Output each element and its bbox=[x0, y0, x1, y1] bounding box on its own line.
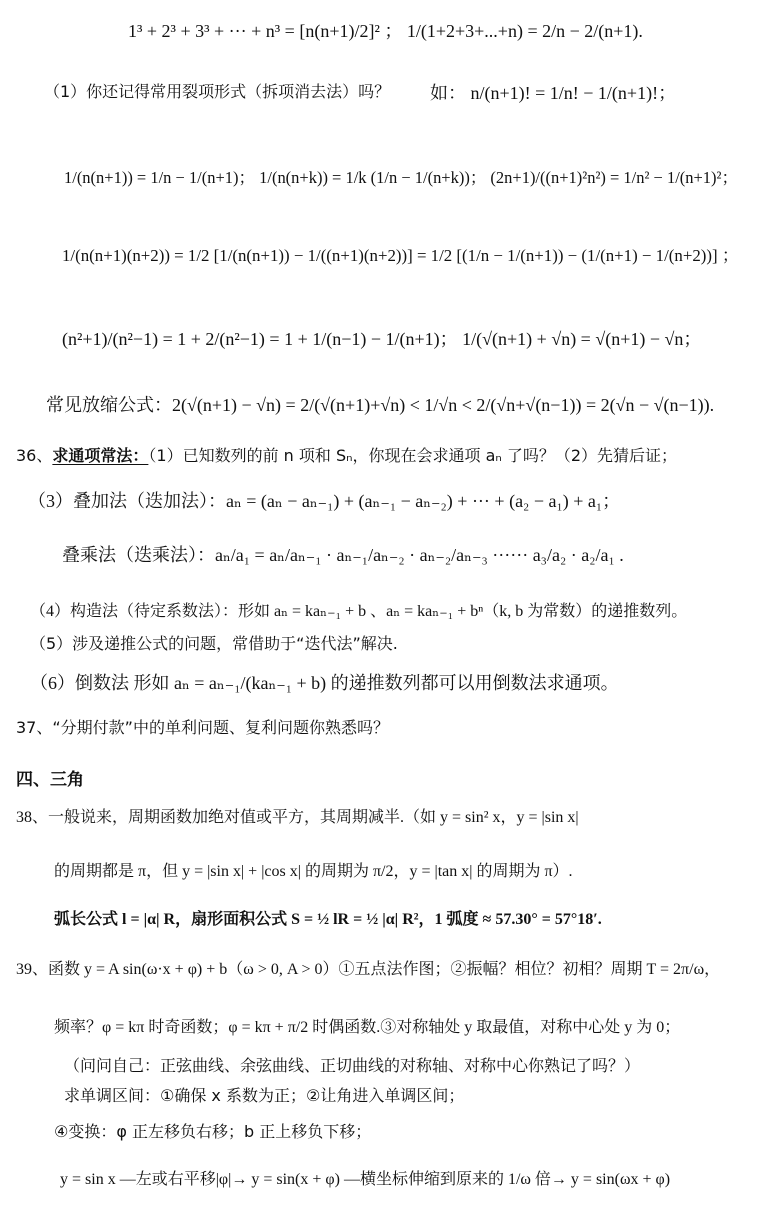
item-39-line-2: 频率？φ = kπ 时奇函数；φ = kπ + π/2 时偶函数.③对称轴处 y 取最值，对称中心处 y 为 0； bbox=[54, 1019, 681, 1036]
iteration-method: （5）涉及递推公式的问题，常借助于“迭代法”解决. bbox=[30, 634, 398, 653]
formula-line-3: 1/(n(n+1)) = 1/n − 1/(n+1)； 1/(n(n+k)) = 1/k (1/n − 1/(n+k))； (2n+1)/((n+1)²n²) = 1/n² − 1/(n+1)²； bbox=[64, 168, 738, 187]
transformation-chain: y = sin x —左或右平移|φ|→ y = sin(x + φ) —横坐标伸缩到原来的 1/ω 倍→ y = sin(ωx + φ) bbox=[60, 1171, 671, 1188]
item-38-line-1: 38、一般说来，周期函数加绝对值或平方，其周期减半.（如 y = sin² x，y = |sin x| bbox=[16, 809, 579, 826]
item-36-title: 求通项常法： bbox=[52, 446, 149, 465]
formula-line-1: 1³ + 2³ + 3³ + ··· + n³ = [n(n+1)/2]² ； 1/(1+2+3+...+n) = 2/n − 2/(n+1). bbox=[128, 21, 643, 41]
monotonic-interval: 求单调区间：①确保 x 系数为正；②让角进入单调区间； bbox=[64, 1086, 465, 1105]
reciprocal-method: （6）倒数法 形如 aₙ = aₙ₋₁/(kaₙ₋₁ + b) 的递推数列都可以用倒数法求通项。 bbox=[30, 673, 619, 693]
ask-yourself-note: （问问自己：正弦曲线、余弦曲线、正切曲线的对称轴、对称中心你熟记了吗？） bbox=[64, 1056, 641, 1075]
telescoping-sum-formula: （3）叠加法（迭加法）：aₙ = (aₙ − aₙ₋₁) + (aₙ₋₁ − aₙ₋₂) + ··· + (a₂ − a₁) + a₁； bbox=[28, 491, 621, 511]
arc-length-formula: 弧长公式 l = |α| R，扇形面积公式 S = ½ lR = ½ |α| R²，1 弧度 ≈ 57.30° = 57°18′. bbox=[54, 911, 602, 928]
item-36-text: （1）已知数列的前 n 项和 Sₙ，你现在会求通项 aₙ 了吗？（2）先猜后证； bbox=[148, 446, 678, 465]
item-number: 36、 bbox=[16, 446, 53, 465]
formula-line-5: (n²+1)/(n²−1) = 1 + 2/(n²−1) = 1 + 1/(n−1) − 1/(n+1)； 1/(√(n+1) + √n) = √(n+1) − √n； bbox=[62, 329, 702, 349]
formula-line-2: 如： n/(n+1)! = 1/n! − 1/(n+1)!； bbox=[430, 83, 677, 103]
item-36-line bbox=[16, 448, 677, 464]
formula-line-4: 1/(n(n+1)(n+2)) = 1/2 [1/(n(n+1)) − 1/((n+1)(n+2))] = 1/2 [(1/n − 1/(n+1)) − (1/(n+1) − 1/(n+2))] ； bbox=[62, 246, 739, 265]
construction-method: （4）构造法（待定系数法）：形如 aₙ = kaₙ₋₁ + b 、aₙ = kaₙ₋₁ + bⁿ（k, b 为常数）的递推数列。 bbox=[30, 603, 688, 620]
section-heading-trig: 四、三角 bbox=[16, 770, 84, 790]
item-39-line-1: 39、函数 y = A sin(ω·x + φ) + b（ω > 0, A > 0）①五点法作图；②振幅？相位？初相？周期 T = 2π/ω， bbox=[16, 961, 721, 978]
item-37: 37、“分期付款”中的单利问题、复利问题你熟悉吗？ bbox=[16, 718, 389, 737]
telescoping-product-formula: 叠乘法（迭乘法）：aₙ/a₁ = aₙ/aₙ₋₁ · aₙ₋₁/aₙ₋₂ · aₙ₋₂/aₙ₋₃ ······ a₃/a₂ · a₂/a₁ . bbox=[62, 545, 624, 565]
scaling-formula: 常见放缩公式：2(√(n+1) − √n) = 2/(√(n+1)+√n) < 1/√n < 2/(√n+√(n−1)) = 2(√n − √(n−1)). bbox=[46, 395, 715, 415]
transformation-rule: ④变换：φ 正左移负右移；b 正上移负下移； bbox=[54, 1122, 372, 1141]
split-term-question: （1）你还记得常用裂项形式（拆项消去法）吗？ bbox=[44, 82, 391, 101]
item-38-line-2: 的周期都是 π，但 y = |sin x| + |cos x| 的周期为 π/2，y = |tan x| 的周期为 π）. bbox=[54, 863, 573, 880]
